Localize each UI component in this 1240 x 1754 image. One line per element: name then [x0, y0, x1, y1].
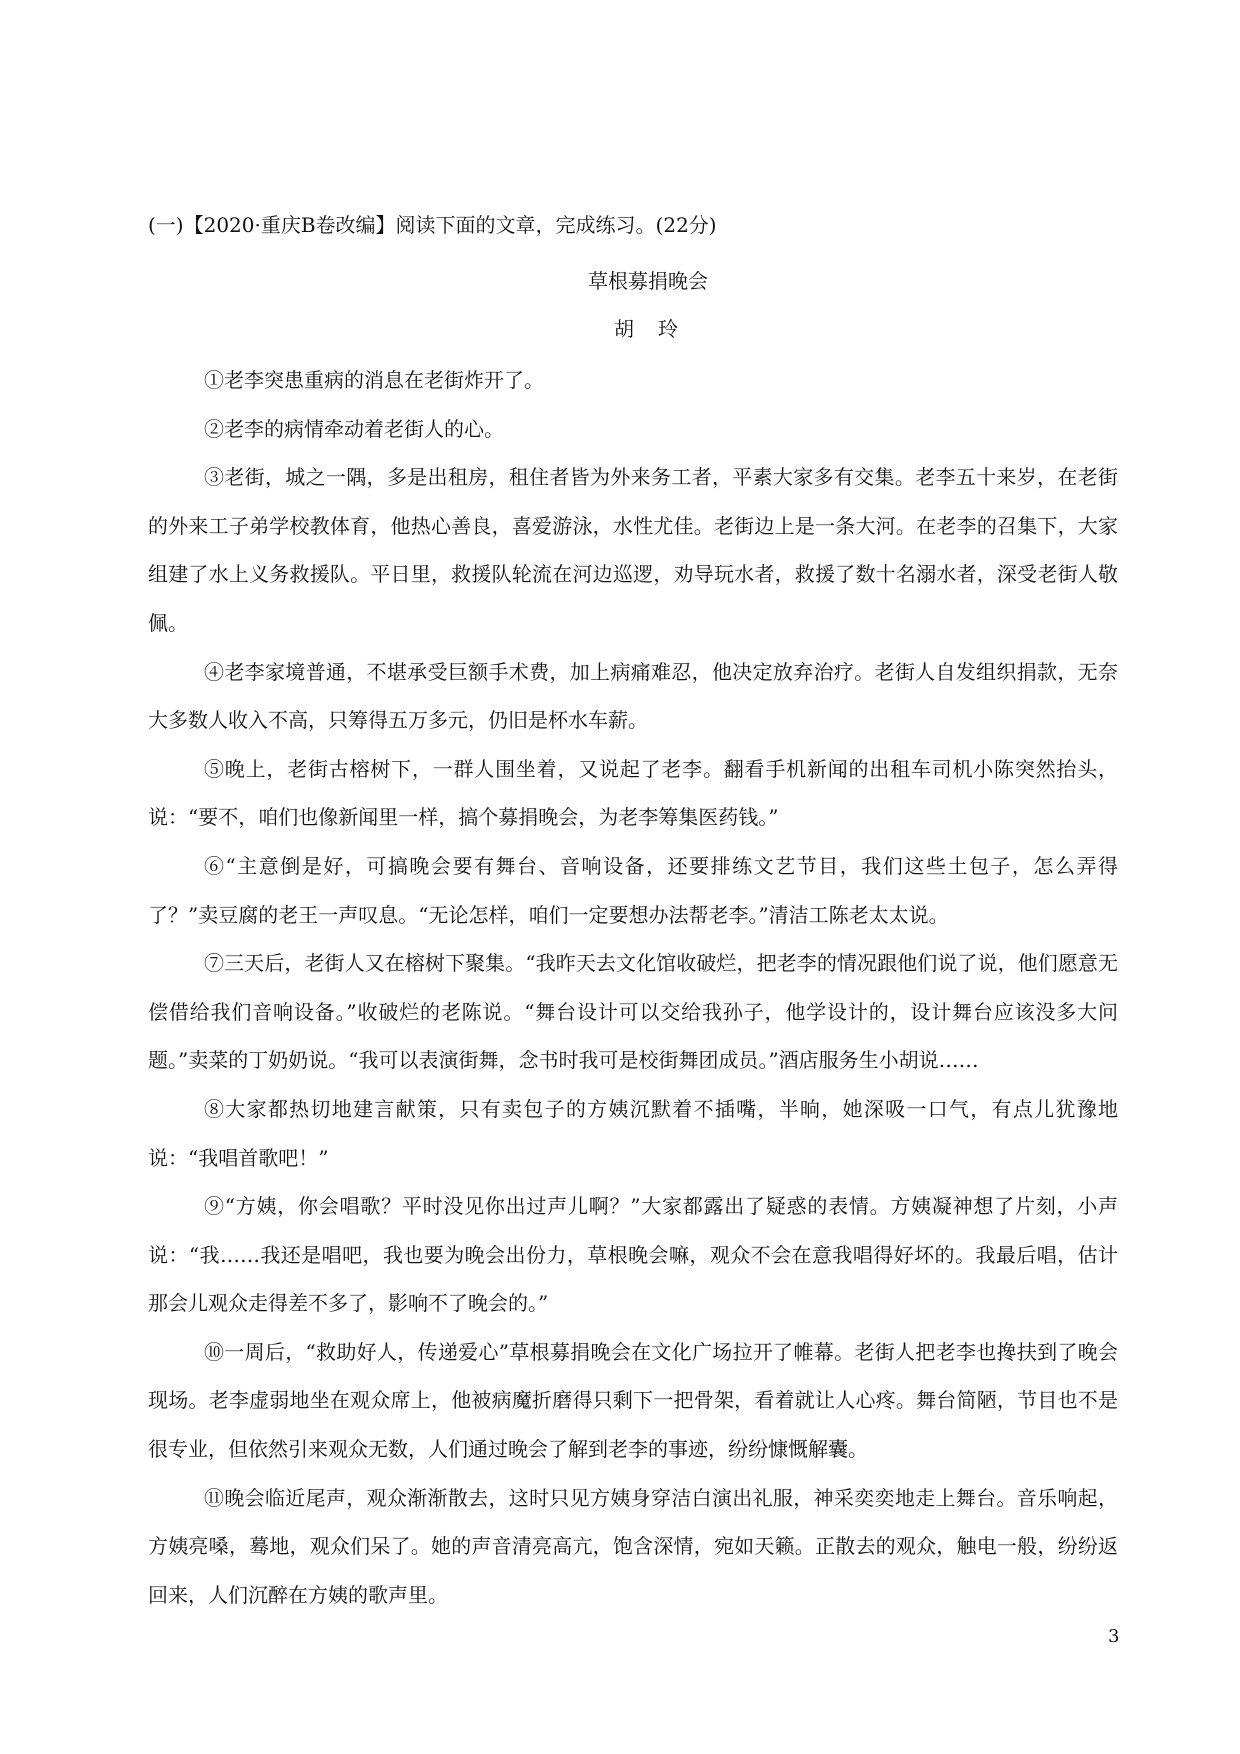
paragraph-3: ③老街，城之一隅，多是出租房，租住者皆为外来务工者，平素大家多有交集。老李五十来岁，在老街的外来工子弟学校教体育，他热心善良，喜爱游泳，水性尤佳。老街边上是一条大河。在老李的召集下，大家组建了水上义务救援队。平日里，救援队轮流在河边巡逻，劝导玩水者，救援了数十名溺水者，深受老街人敬佩。 [148, 465, 1118, 635]
paragraph-6: ⑥“主意倒是好，可搞晚会要有舞台、音响设备，还要排练文艺节目，我们这些土包子，怎么弄得了？”卖豆腐的老王一声叹息。“无论怎样，咱们一定要想办法帮老李。”清洁工陈老太太说。 [148, 853, 1118, 927]
paragraph-7: ⑦三天后，老街人又在榕树下聚集。“我昨天去文化馆收破烂，把老李的情况跟他们说了说，他们愿意无偿借给我们音响设备。”收破烂的老陈说。“舞台设计可以交给我孙子，他学设计的，设计舞台应该没多大问题。”卖菜的丁奶奶说。“我可以表演街舞，念书时我可是校街舞团成员。”酒店服务生小胡说…… [148, 951, 1118, 1073]
paragraph-8: ⑧大家都热切地建言献策，只有卖包子的方姨沉默着不插嘴，半晌，她深吸一口气，有点儿犹豫地说：“我唱首歌吧！” [148, 1096, 1118, 1170]
article-title: 草根募捐晚会 [588, 269, 708, 293]
paragraph-4: ④老李家境普通，不堪承受巨额手术费，加上病痛难忍，他决定放弃治疗。老街人自发组织捐款，无奈大多数人收入不高，只筹得五万多元，仍旧是杯水车薪。 [148, 659, 1118, 733]
paragraph-9: ⑨“方姨，你会唱歌？平时没见你出过声儿啊？”大家都露出了疑惑的表情。方姨凝神想了片刻，小声说：“我……我还是唱吧，我也要为晚会出份力，草根晚会嘛，观众不会在意我唱得好坏的。我最后唱，估计那会儿观众走得差不多了，影响不了晚会的。” [148, 1194, 1118, 1316]
article-body [148, 356, 1118, 1619]
article-author: 胡玲 [614, 317, 702, 341]
page-number: 3 [1108, 1626, 1120, 1647]
section-heading: (一)【2020·重庆B卷改编】阅读下面的文章，完成练习。(22分) [148, 213, 717, 237]
paragraph-2: ②老李的病情牵动着老街人的心。 [204, 416, 504, 441]
paragraph-5: ⑤晚上，老街古榕树下，一群人围坐着，又说起了老李。翻看手机新闻的出租车司机小陈突然抬头，说：“要不，咱们也像新闻里一样，搞个募捐晚会，为老李筹集医药钱。” [148, 756, 1118, 830]
paragraph-11: ⑪晚会临近尾声，观众渐渐散去，这时只见方姨身穿洁白演出礼服，神采奕奕地走上舞台。音乐响起，方姨亮嗓，蓦地，观众们呆了。她的声音清亮高亢，饱含深情，宛如天籁。正散去的观众，触电一般，纷纷返回来，人们沉醉在方姨的歌声里。 [148, 1485, 1118, 1607]
document-page [148, 206, 1118, 1619]
paragraph-1: ①老李突患重病的消息在老街炸开了。 [204, 368, 544, 392]
paragraph-10: ⑩一周后，“救助好人，传递爱心”草根募捐晚会在文化广场拉开了帷幕。老街人把老李也搀扶到了晚会现场。老李虚弱地坐在观众席上，他被病魔折磨得只剩下一把骨架，看着就让人心疼。舞台简陋，节目也不是很专业，但依然引来观众无数，人们通过晚会了解到老李的事迹，纷纷慷慨解囊。 [148, 1339, 1118, 1462]
